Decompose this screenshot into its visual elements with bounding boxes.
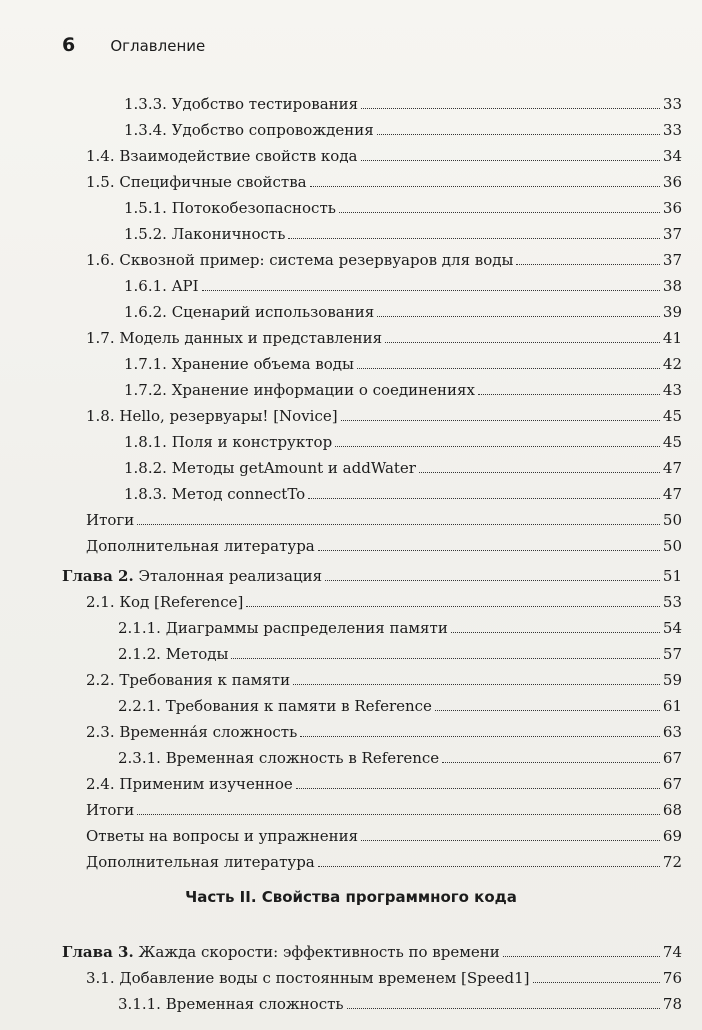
toc-entry-page: 51 xyxy=(662,567,682,585)
leader-dots xyxy=(361,108,660,109)
leader-dots xyxy=(478,394,660,395)
toc-entry-page: 45 xyxy=(662,407,682,425)
toc-entry-page: 43 xyxy=(662,381,682,399)
toc-entry-label: 3.1.1. Временная сложность xyxy=(118,995,344,1013)
toc-entry-page: 33 xyxy=(662,95,682,113)
toc-entry xyxy=(86,530,682,556)
toc-entry-label: 1.6. Сквозной пример: система резервуаров для воды xyxy=(86,251,514,269)
leader-dots xyxy=(318,866,660,867)
leader-dots xyxy=(533,982,660,983)
toc-entry-label: 1.5.2. Лаконичность xyxy=(124,225,286,243)
leader-dots xyxy=(137,524,660,525)
toc-entry-label: 1.8. Hello, резервуары! [Novice] xyxy=(86,407,338,425)
toc-entry xyxy=(86,962,682,988)
toc-entry-page: 67 xyxy=(662,749,682,767)
toc-entry-page: 57 xyxy=(662,645,682,663)
toc-entry-label: 2.3. Временна́я сложность xyxy=(86,723,298,741)
toc-entry xyxy=(86,244,682,270)
toc-entry xyxy=(86,820,682,846)
toc-entry-label: 1.8.2. Методы getAmount и addWater xyxy=(124,459,416,477)
toc-entry-page: 37 xyxy=(662,251,682,269)
leader-dots xyxy=(300,736,660,737)
leader-dots xyxy=(335,446,660,447)
toc-entry xyxy=(124,374,682,400)
toc-entry-label: 1.6.2. Сценарий использования xyxy=(124,303,375,321)
toc-entry-label xyxy=(62,566,322,586)
leader-dots xyxy=(385,342,660,343)
leader-dots xyxy=(377,316,660,317)
toc-entry xyxy=(118,742,682,768)
page-header xyxy=(62,34,205,56)
toc-entry xyxy=(118,988,682,1014)
toc-entry-label: 2.1. Код [Reference] xyxy=(86,593,244,611)
toc-entry-page: 69 xyxy=(662,827,682,845)
toc-entry xyxy=(124,426,682,452)
toc-entry-label: 2.1.1. Диаграммы распределения памяти xyxy=(118,619,448,637)
toc-entry-label: Дополнительная литература xyxy=(86,853,315,871)
toc-entry-label: 1.7.1. Хранение объема воды xyxy=(124,355,354,373)
toc-entry-label: Дополнительная литература xyxy=(86,537,315,555)
toc-entry-page: 68 xyxy=(662,801,682,819)
leader-dots xyxy=(339,212,660,213)
leader-dots xyxy=(451,632,660,633)
leader-dots xyxy=(137,814,660,815)
toc-entry xyxy=(86,504,682,530)
chapter-prefix: Глава 2. xyxy=(62,567,134,585)
leader-dots xyxy=(503,956,660,957)
toc-entry xyxy=(118,690,682,716)
part-heading: Часть II. Свойства программного кода xyxy=(185,888,517,906)
leader-dots xyxy=(296,788,660,789)
leader-dots xyxy=(318,550,660,551)
toc-entry xyxy=(86,322,682,348)
running-title: Оглавление xyxy=(110,37,206,55)
toc-entry-page: 53 xyxy=(662,593,682,611)
leader-dots xyxy=(308,498,660,499)
toc-entry-label: 1.5. Специфичные свойства xyxy=(86,173,307,191)
leader-dots xyxy=(361,160,660,161)
toc-entry-page: 45 xyxy=(662,433,682,451)
toc-entry-label: 2.2. Требования к памяти xyxy=(86,671,291,689)
toc-entry xyxy=(124,218,682,244)
toc-entry-page: 78 xyxy=(662,995,682,1013)
toc-entry-page: 41 xyxy=(662,329,682,347)
toc-entry-label: 1.5.1. Потокобезопасность xyxy=(124,199,336,217)
toc-entry xyxy=(86,846,682,872)
toc-entry-page: 33 xyxy=(662,121,682,139)
toc-entry xyxy=(124,270,682,296)
toc-entry-page: 36 xyxy=(662,173,682,191)
toc-entry-label: 3.1. Добавление воды с постоянным временем [Speed1] xyxy=(86,969,530,987)
toc-entry-page: 54 xyxy=(662,619,682,637)
leader-dots xyxy=(325,580,660,581)
toc-chapter-entry xyxy=(62,560,682,586)
leader-dots xyxy=(516,264,659,265)
toc-entry-label: 2.1.2. Методы xyxy=(118,645,229,663)
leader-dots xyxy=(288,238,660,239)
toc-entry-label: 1.4. Взаимодействие свойств кода xyxy=(86,147,358,165)
toc-entry xyxy=(86,400,682,426)
toc-entry xyxy=(86,140,682,166)
toc-entry-page: 76 xyxy=(662,969,682,987)
toc-entry-page: 50 xyxy=(662,511,682,529)
toc-entry xyxy=(124,348,682,374)
toc-entry-page: 74 xyxy=(662,943,682,961)
toc-entry-page: 67 xyxy=(662,775,682,793)
toc-entry-page: 36 xyxy=(662,199,682,217)
toc-entry xyxy=(86,768,682,794)
toc-entry-label: 1.6.1. API xyxy=(124,277,199,295)
toc-entry-label: 2.2.1. Требования к памяти в Reference xyxy=(118,697,432,715)
leader-dots xyxy=(231,658,659,659)
toc-entry-page: 42 xyxy=(662,355,682,373)
toc-entry xyxy=(124,296,682,322)
toc-entry xyxy=(124,114,682,140)
leader-dots xyxy=(310,186,660,187)
toc-entry-label: 1.3.3. Удобство тестирования xyxy=(124,95,359,113)
toc-entry-page: 38 xyxy=(662,277,682,295)
leader-dots xyxy=(361,840,660,841)
leader-dots xyxy=(357,368,660,369)
toc-entry xyxy=(124,452,682,478)
chapter-prefix: Глава 3. xyxy=(62,943,134,961)
chapter-title: Эталонная реализация xyxy=(138,567,323,585)
leader-dots xyxy=(347,1008,660,1009)
toc-entry-page: 47 xyxy=(662,459,682,477)
toc-entry xyxy=(118,612,682,638)
toc-entry-label: 1.7. Модель данных и представления xyxy=(86,329,383,347)
toc-entry-label: 1.8.3. Метод connectTo xyxy=(124,485,306,503)
chapter-title: Жажда скорости: эффективность по времени xyxy=(138,943,500,961)
leader-dots xyxy=(419,472,660,473)
toc-entry xyxy=(124,478,682,504)
toc-entry-page: 50 xyxy=(662,537,682,555)
leader-dots xyxy=(377,134,660,135)
toc-entry-page: 37 xyxy=(662,225,682,243)
leader-dots xyxy=(293,684,660,685)
toc-entry-label: 1.7.2. Хранение информации о соединениях xyxy=(124,381,475,399)
leader-dots xyxy=(202,290,660,291)
toc-entry-label xyxy=(62,942,500,962)
toc-entry-page: 61 xyxy=(662,697,682,715)
toc-entry-label: 2.4. Применим изученное xyxy=(86,775,293,793)
toc-entry xyxy=(86,664,682,690)
toc-entry-label: Ответы на вопросы и упражнения xyxy=(86,827,359,845)
toc-entry-label: 1.8.1. Поля и конструктор xyxy=(124,433,333,451)
leader-dots xyxy=(341,420,660,421)
toc-entry xyxy=(124,192,682,218)
toc-entry xyxy=(124,88,682,114)
toc-entry-page: 47 xyxy=(662,485,682,503)
toc-entry-page: 39 xyxy=(662,303,682,321)
page-number: 6 xyxy=(62,34,76,56)
toc-entry xyxy=(86,716,682,742)
toc-entry xyxy=(118,638,682,664)
leader-dots xyxy=(246,606,660,607)
toc-entry-label: Итоги xyxy=(86,511,135,529)
leader-dots xyxy=(435,710,660,711)
leader-dots xyxy=(442,762,660,763)
toc-entry-page: 63 xyxy=(662,723,682,741)
toc-entry-page: 59 xyxy=(662,671,682,689)
toc-entry-label: Итоги xyxy=(86,801,135,819)
toc-entry xyxy=(86,586,682,612)
toc-entry xyxy=(86,794,682,820)
toc-entry-page: 34 xyxy=(662,147,682,165)
toc-entry-page: 72 xyxy=(662,853,682,871)
toc-chapter-entry xyxy=(62,936,682,962)
toc-entry-label: 1.3.4. Удобство сопровождения xyxy=(124,121,374,139)
toc-entry xyxy=(86,166,682,192)
toc-entry-label: 2.3.1. Временная сложность в Reference xyxy=(118,749,440,767)
